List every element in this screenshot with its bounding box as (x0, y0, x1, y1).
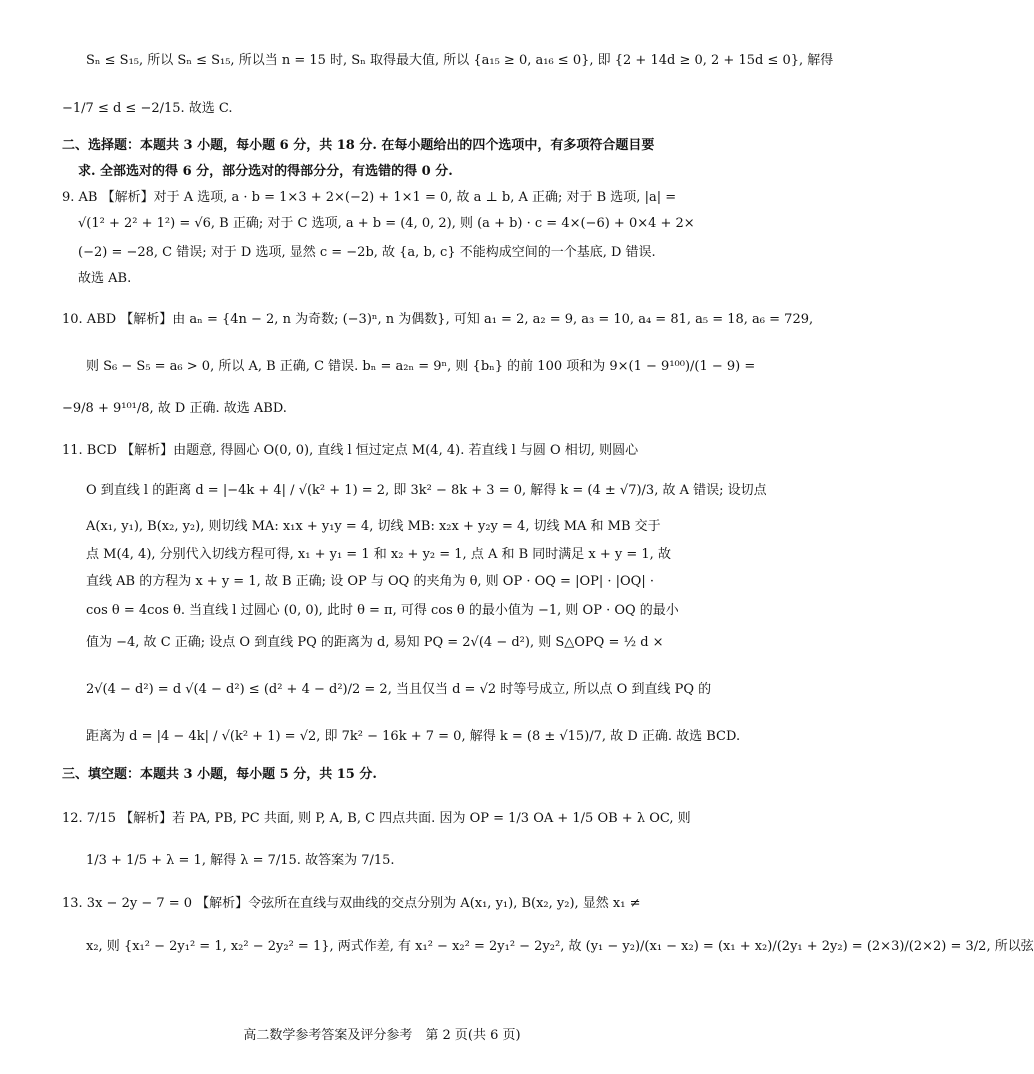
text-line: 故选 AB. (78, 271, 132, 286)
text-line: −1/7 ≤ d ≤ −2/15. 故选 C. (62, 101, 233, 116)
text-line: A(x₁, y₁), B(x₂, y₂), 则切线 MA: x₁x + y₁y = 4, 切线 MB: x₂x + y₂y = 4, 切线 MA 和 MB 交于 (86, 519, 661, 534)
text-line: 10. ABD 【解析】由 aₙ = {4n − 2, n 为奇数; (−3)ⁿ, n 为偶数}, 可知 a₁ = 2, a₂ = 9, a₃ = 10, a₄ = 81, a₅ = 18, a₆ = 729, (62, 312, 814, 327)
page-footer: 高二数学参考答案及评分参考 第 2 页(共 6 页) (243, 1028, 521, 1043)
text-line: 1/3 + 1/5 + λ = 1, 解得 λ = 7/15. 故答案为 7/15. (86, 853, 395, 868)
text-line: 11. BCD 【解析】由题意, 得圆心 O(0, 0), 直线 l 恒过定点 M(4, 4). 若直线 l 与圆 O 相切, 则圆心 (62, 443, 639, 458)
text-line: 直线 AB 的方程为 x + y = 1, 故 B 正确; 设 OP 与 OQ 的夹角为 θ, 则 OP · OQ = |OP| · |OQ| · (86, 574, 654, 589)
text-line: √(1² + 2² + 1²) = √6, B 正确; 对于 C 选项, a + b = (4, 0, 2), 则 (a + b) · c = 4×(−6) + 0×4 + 2× (78, 216, 695, 231)
text-line: 点 M(4, 4), 分别代入切线方程可得, x₁ + y₁ = 1 和 x₂ + y₂ = 1, 点 A 和 B 同时满足 x + y = 1, 故 (86, 547, 671, 562)
text-line: (−2) = −28, C 错误; 对于 D 选项, 显然 c = −2b, 故 {a, b, c} 不能构成空间的一个基底, D 错误. (78, 245, 656, 260)
text-line: x₂, 则 {x₁² − 2y₁² = 1, x₂² − 2y₂² = 1}, 两式作差, 有 x₁² − x₂² = 2y₁² − 2y₂², 故 (y₁ − y₂)/(x₁ − x₂) = (x₁ + x₂)/(2y₁ + 2y₂) = (2×3)/(2×2) = 3/2, 所以弦 (86, 939, 1034, 954)
text-line: O 到直线 l 的距离 d = |−4k + 4| / √(k² + 1) = 2, 即 3k² − 8k + 3 = 0, 解得 k = (4 ± √7)/3, 故 A 错误; 设切点 (86, 483, 767, 498)
text-line: 则 S₆ − S₅ = a₆ > 0, 所以 A, B 正确, C 错误. bₙ = a₂ₙ = 9ⁿ, 则 {bₙ} 的前 100 项和为 9×(1 − 9¹⁰⁰)/(1 − 9) = (86, 359, 756, 374)
text-line: cos θ = 4cos θ. 当直线 l 过圆心 (0, 0), 此时 θ = π, 可得 cos θ 的最小值为 −1, 则 OP · OQ 的最小 (86, 603, 679, 618)
text-line: 值为 −4, 故 C 正确; 设点 O 到直线 PQ 的距离为 d, 易知 PQ = 2√(4 − d²), 则 S△OPQ = ½ d × (86, 635, 664, 650)
text-line: 2√(4 − d²) = d √(4 − d²) ≤ (d² + 4 − d²)/2 = 2, 当且仅当 d = √2 时等号成立, 所以点 O 到直线 PQ 的 (86, 682, 712, 697)
text-line: 距离为 d = |4 − 4k| / √(k² + 1) = √2, 即 7k² − 16k + 7 = 0, 解得 k = (8 ± √15)/7, 故 D 正确. 故选 BCD. (86, 729, 741, 744)
text-line: 13. 3x − 2y − 7 = 0 【解析】令弦所在直线与双曲线的交点分别为 A(x₁, y₁), B(x₂, y₂), 显然 x₁ ≠ (62, 896, 641, 911)
text-line: 9. AB 【解析】对于 A 选项, a · b = 1×3 + 2×(−2) + 1×1 = 0, 故 a ⊥ b, A 正确; 对于 B 选项, |a| = (62, 190, 677, 205)
section-heading: 求. 全部选对的得 6 分，部分选对的得部分分，有选错的得 0 分. (78, 164, 453, 179)
text-line: Sₙ ≤ S₁₅, 所以 Sₙ ≤ S₁₅, 所以当 n = 15 时, Sₙ 取得最大值, 所以 {a₁₅ ≥ 0, a₁₆ ≤ 0}, 即 {2 + 14d ≥ 0, 2 + 15d ≤ 0}, 解得 (86, 53, 834, 68)
text-line: 12. 7/15 【解析】若 PA, PB, PC 共面, 则 P, A, B, C 四点共面. 因为 OP = 1/3 OA + 1/5 OB + λ OC, 则 (62, 811, 691, 826)
section-heading: 三、填空题：本题共 3 小题，每小题 5 分，共 15 分. (62, 767, 377, 782)
section-heading: 二、选择题：本题共 3 小题，每小题 6 分，共 18 分. 在每小题给出的四个选项中，有多项符合题目要 (62, 138, 655, 153)
text-line: −9/8 + 9¹⁰¹/8, 故 D 正确. 故选 ABD. (62, 401, 287, 416)
